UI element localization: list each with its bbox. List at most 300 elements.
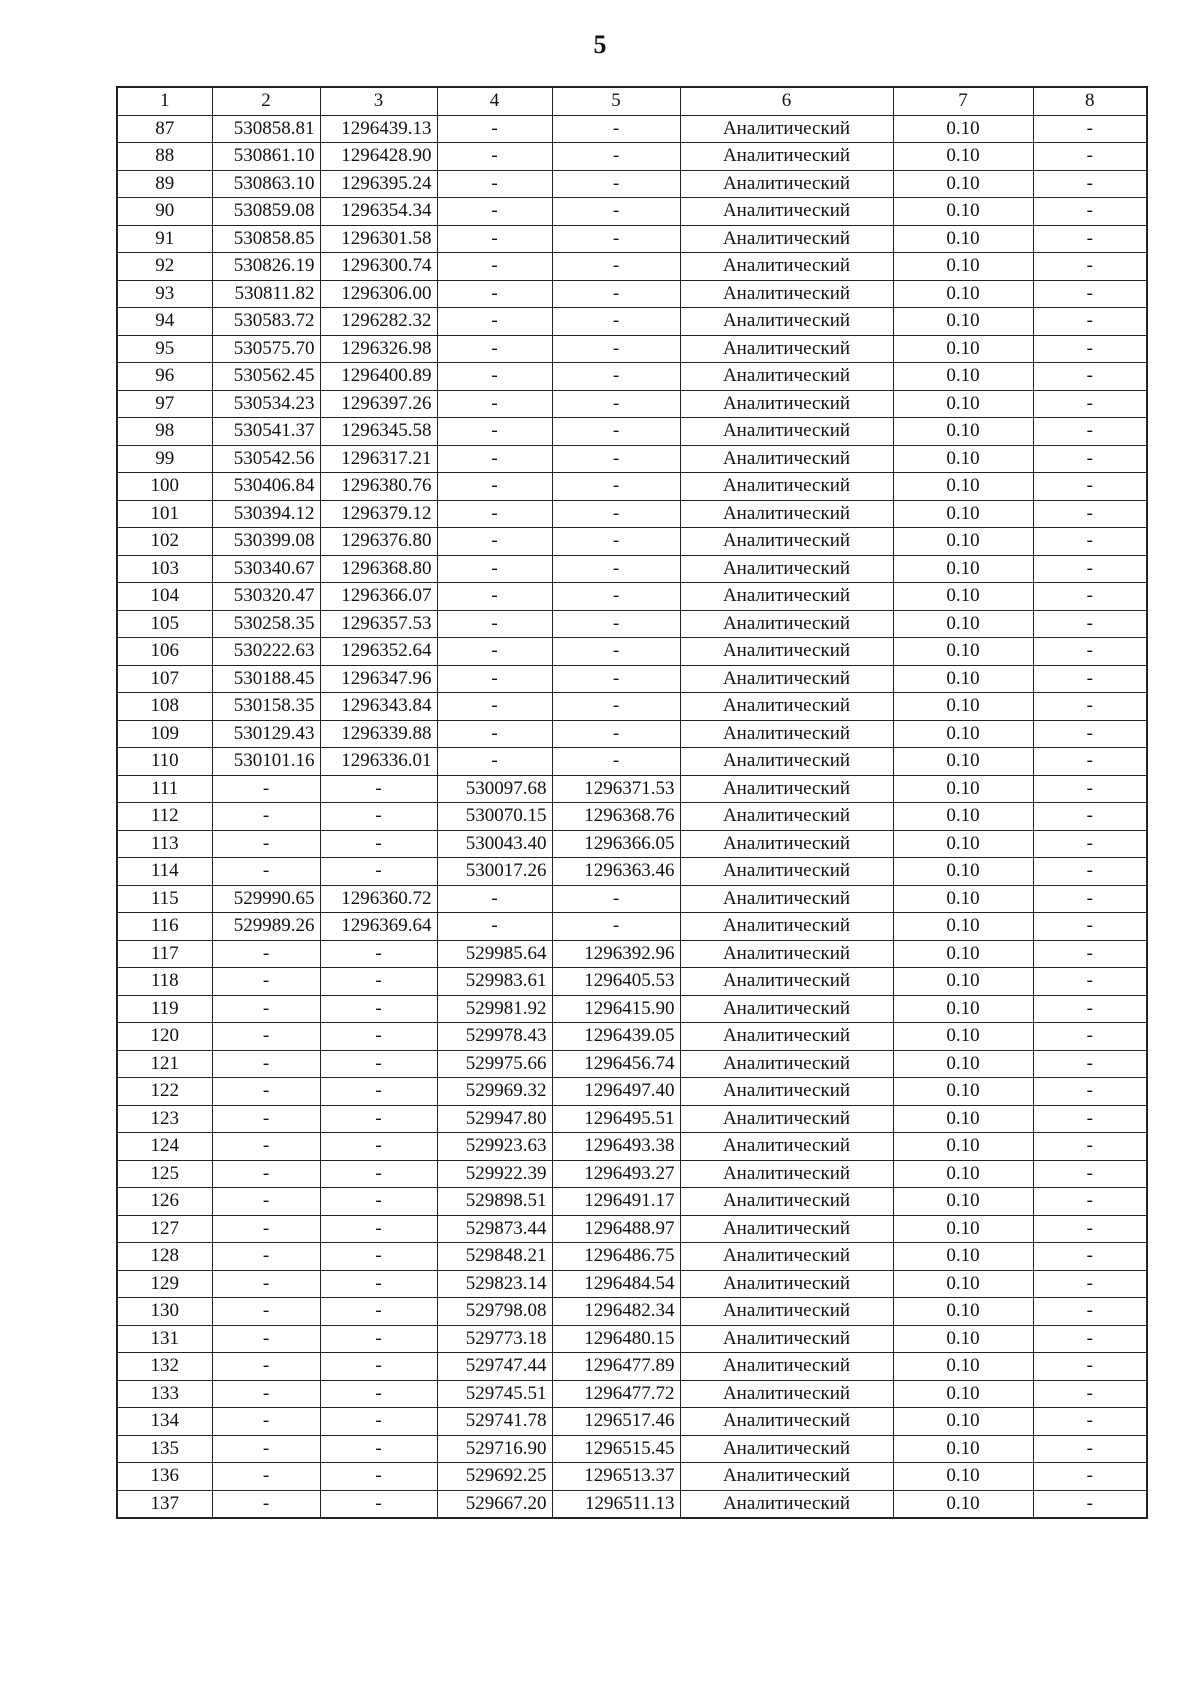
method-cell: Аналитический [680, 1078, 893, 1106]
y-coordinate-cell: 1296368.80 [320, 555, 437, 583]
y-coordinate-alt-cell: - [552, 748, 680, 776]
x-coordinate-alt-cell: - [437, 500, 552, 528]
y-coordinate-alt-cell: - [552, 583, 680, 611]
x-coordinate-cell: 530258.35 [212, 610, 320, 638]
y-coordinate-cell: 1296354.34 [320, 198, 437, 226]
x-coordinate-alt-cell: - [437, 390, 552, 418]
y-coordinate-cell: - [320, 1353, 437, 1381]
x-coordinate-cell: 529990.65 [212, 885, 320, 913]
y-coordinate-alt-cell: - [552, 665, 680, 693]
method-cell: Аналитический [680, 280, 893, 308]
y-coordinate-alt-cell: 1296493.38 [552, 1133, 680, 1161]
x-coordinate-cell: - [212, 1353, 320, 1381]
x-coordinate-cell: - [212, 803, 320, 831]
point-number-cell: 102 [117, 528, 212, 556]
accuracy-cell: 0.10 [893, 445, 1033, 473]
accuracy-cell: 0.10 [893, 225, 1033, 253]
point-number-cell: 115 [117, 885, 212, 913]
x-coordinate-alt-cell: 530017.26 [437, 858, 552, 886]
x-coordinate-cell: - [212, 1325, 320, 1353]
y-coordinate-cell: 1296428.90 [320, 143, 437, 171]
x-coordinate-alt-cell: - [437, 335, 552, 363]
note-cell: - [1033, 1105, 1147, 1133]
y-coordinate-alt-cell: - [552, 473, 680, 501]
method-cell: Аналитический [680, 748, 893, 776]
y-coordinate-cell: - [320, 1270, 437, 1298]
y-coordinate-alt-cell: 1296488.97 [552, 1215, 680, 1243]
y-coordinate-alt-cell: - [552, 693, 680, 721]
table-row [117, 500, 1147, 528]
table-row [117, 1105, 1147, 1133]
accuracy-cell: 0.10 [893, 1325, 1033, 1353]
accuracy-cell: 0.10 [893, 198, 1033, 226]
x-coordinate-cell: - [212, 1298, 320, 1326]
y-coordinate-alt-cell: 1296491.17 [552, 1188, 680, 1216]
point-number-cell: 117 [117, 940, 212, 968]
accuracy-cell: 0.10 [893, 638, 1033, 666]
method-cell: Аналитический [680, 1215, 893, 1243]
y-coordinate-alt-cell: - [552, 308, 680, 336]
accuracy-cell: 0.10 [893, 748, 1033, 776]
accuracy-cell: 0.10 [893, 1353, 1033, 1381]
point-number-cell: 128 [117, 1243, 212, 1271]
x-coordinate-cell: - [212, 1133, 320, 1161]
y-coordinate-cell: - [320, 1243, 437, 1271]
note-cell: - [1033, 748, 1147, 776]
accuracy-cell: 0.10 [893, 1188, 1033, 1216]
x-coordinate-cell: 530811.82 [212, 280, 320, 308]
point-number-cell: 94 [117, 308, 212, 336]
method-cell: Аналитический [680, 1105, 893, 1133]
y-coordinate-cell: 1296301.58 [320, 225, 437, 253]
y-coordinate-cell: - [320, 1105, 437, 1133]
y-coordinate-cell: - [320, 1188, 437, 1216]
note-cell: - [1033, 1490, 1147, 1518]
x-coordinate-alt-cell: - [437, 445, 552, 473]
x-coordinate-alt-cell: - [437, 143, 552, 171]
table-row [117, 363, 1147, 391]
method-cell: Аналитический [680, 170, 893, 198]
y-coordinate-cell: 1296343.84 [320, 693, 437, 721]
y-coordinate-cell: - [320, 1380, 437, 1408]
table-row [117, 143, 1147, 171]
x-coordinate-alt-cell: 529667.20 [437, 1490, 552, 1518]
note-cell: - [1033, 720, 1147, 748]
note-cell: - [1033, 1160, 1147, 1188]
table-row [117, 1298, 1147, 1326]
point-number-cell: 111 [117, 775, 212, 803]
note-cell: - [1033, 858, 1147, 886]
note-cell: - [1033, 1215, 1147, 1243]
y-coordinate-cell: - [320, 1050, 437, 1078]
table-row [117, 720, 1147, 748]
x-coordinate-cell: 530340.67 [212, 555, 320, 583]
x-coordinate-cell: - [212, 775, 320, 803]
accuracy-cell: 0.10 [893, 1380, 1033, 1408]
method-cell: Аналитический [680, 335, 893, 363]
y-coordinate-alt-cell: - [552, 280, 680, 308]
x-coordinate-cell: 530394.12 [212, 500, 320, 528]
x-coordinate-alt-cell: - [437, 253, 552, 281]
y-coordinate-alt-cell: - [552, 253, 680, 281]
x-coordinate-alt-cell: 529745.51 [437, 1380, 552, 1408]
y-coordinate-alt-cell: - [552, 335, 680, 363]
x-coordinate-alt-cell: 529716.90 [437, 1435, 552, 1463]
table-row [117, 583, 1147, 611]
point-number-cell: 87 [117, 115, 212, 143]
point-number-cell: 114 [117, 858, 212, 886]
x-coordinate-alt-cell: - [437, 225, 552, 253]
x-coordinate-cell: - [212, 1078, 320, 1106]
method-cell: Аналитический [680, 1490, 893, 1518]
accuracy-cell: 0.10 [893, 775, 1033, 803]
y-coordinate-cell: - [320, 1023, 437, 1051]
note-cell: - [1033, 1325, 1147, 1353]
method-cell: Аналитический [680, 830, 893, 858]
point-number-cell: 101 [117, 500, 212, 528]
point-number-cell: 136 [117, 1463, 212, 1491]
method-cell: Аналитический [680, 1380, 893, 1408]
table-row [117, 418, 1147, 446]
point-number-cell: 106 [117, 638, 212, 666]
x-coordinate-alt-cell: - [437, 638, 552, 666]
point-number-cell: 88 [117, 143, 212, 171]
x-coordinate-alt-cell: - [437, 363, 552, 391]
y-coordinate-cell: 1296439.13 [320, 115, 437, 143]
x-coordinate-cell: 530826.19 [212, 253, 320, 281]
point-number-cell: 119 [117, 995, 212, 1023]
note-cell: - [1033, 390, 1147, 418]
y-coordinate-alt-cell: 1296415.90 [552, 995, 680, 1023]
y-coordinate-cell: 1296376.80 [320, 528, 437, 556]
accuracy-cell: 0.10 [893, 913, 1033, 941]
y-coordinate-cell: - [320, 1490, 437, 1518]
table-row [117, 748, 1147, 776]
point-number-cell: 107 [117, 665, 212, 693]
table-row [117, 968, 1147, 996]
table-row [117, 610, 1147, 638]
x-coordinate-alt-cell: 529978.43 [437, 1023, 552, 1051]
accuracy-cell: 0.10 [893, 363, 1033, 391]
table-row [117, 913, 1147, 941]
x-coordinate-cell: 530101.16 [212, 748, 320, 776]
accuracy-cell: 0.10 [893, 1463, 1033, 1491]
x-coordinate-alt-cell: - [437, 720, 552, 748]
x-coordinate-alt-cell: - [437, 693, 552, 721]
x-coordinate-alt-cell: 529773.18 [437, 1325, 552, 1353]
x-coordinate-alt-cell: 529985.64 [437, 940, 552, 968]
y-coordinate-cell: - [320, 940, 437, 968]
y-coordinate-cell: - [320, 1325, 437, 1353]
table-row [117, 1078, 1147, 1106]
y-coordinate-alt-cell: - [552, 418, 680, 446]
point-number-cell: 108 [117, 693, 212, 721]
method-cell: Аналитический [680, 720, 893, 748]
point-number-cell: 126 [117, 1188, 212, 1216]
table-row [117, 693, 1147, 721]
table-row [117, 1408, 1147, 1436]
y-coordinate-cell: 1296380.76 [320, 473, 437, 501]
y-coordinate-cell: - [320, 968, 437, 996]
y-coordinate-alt-cell: - [552, 913, 680, 941]
x-coordinate-cell: 530562.45 [212, 363, 320, 391]
point-number-cell: 125 [117, 1160, 212, 1188]
point-number-cell: 112 [117, 803, 212, 831]
column-header: 4 [437, 87, 552, 115]
x-coordinate-cell: - [212, 1215, 320, 1243]
x-coordinate-cell: - [212, 830, 320, 858]
accuracy-cell: 0.10 [893, 583, 1033, 611]
x-coordinate-cell: 530542.56 [212, 445, 320, 473]
x-coordinate-alt-cell: - [437, 198, 552, 226]
x-coordinate-alt-cell: 529798.08 [437, 1298, 552, 1326]
note-cell: - [1033, 995, 1147, 1023]
note-cell: - [1033, 445, 1147, 473]
point-number-cell: 105 [117, 610, 212, 638]
column-header: 8 [1033, 87, 1147, 115]
x-coordinate-cell: - [212, 1160, 320, 1188]
accuracy-cell: 0.10 [893, 308, 1033, 336]
y-coordinate-cell: - [320, 830, 437, 858]
y-coordinate-cell: - [320, 803, 437, 831]
table-row [117, 858, 1147, 886]
point-number-cell: 123 [117, 1105, 212, 1133]
accuracy-cell: 0.10 [893, 500, 1033, 528]
y-coordinate-alt-cell: - [552, 610, 680, 638]
y-coordinate-cell: 1296347.96 [320, 665, 437, 693]
y-coordinate-alt-cell: 1296517.46 [552, 1408, 680, 1436]
table-row [117, 115, 1147, 143]
y-coordinate-alt-cell: 1296480.15 [552, 1325, 680, 1353]
column-header: 3 [320, 87, 437, 115]
method-cell: Аналитический [680, 665, 893, 693]
x-coordinate-alt-cell: - [437, 170, 552, 198]
x-coordinate-cell: 530188.45 [212, 665, 320, 693]
point-number-cell: 104 [117, 583, 212, 611]
note-cell: - [1033, 638, 1147, 666]
note-cell: - [1033, 363, 1147, 391]
x-coordinate-cell: - [212, 1463, 320, 1491]
note-cell: - [1033, 418, 1147, 446]
x-coordinate-cell: - [212, 1050, 320, 1078]
method-cell: Аналитический [680, 1353, 893, 1381]
table-row [117, 1490, 1147, 1518]
point-number-cell: 98 [117, 418, 212, 446]
y-coordinate-cell: 1296395.24 [320, 170, 437, 198]
point-number-cell: 135 [117, 1435, 212, 1463]
method-cell: Аналитический [680, 803, 893, 831]
x-coordinate-alt-cell: 529969.32 [437, 1078, 552, 1106]
x-coordinate-alt-cell: - [437, 115, 552, 143]
x-coordinate-alt-cell: 529741.78 [437, 1408, 552, 1436]
accuracy-cell: 0.10 [893, 665, 1033, 693]
y-coordinate-cell: 1296317.21 [320, 445, 437, 473]
x-coordinate-cell: 530222.63 [212, 638, 320, 666]
method-cell: Аналитический [680, 913, 893, 941]
table-row [117, 1380, 1147, 1408]
method-cell: Аналитический [680, 225, 893, 253]
method-cell: Аналитический [680, 995, 893, 1023]
x-coordinate-cell: - [212, 1490, 320, 1518]
note-cell: - [1033, 940, 1147, 968]
y-coordinate-alt-cell: - [552, 115, 680, 143]
accuracy-cell: 0.10 [893, 170, 1033, 198]
method-cell: Аналитический [680, 583, 893, 611]
x-coordinate-cell: 530406.84 [212, 473, 320, 501]
accuracy-cell: 0.10 [893, 1105, 1033, 1133]
accuracy-cell: 0.10 [893, 885, 1033, 913]
point-number-cell: 129 [117, 1270, 212, 1298]
table-row [117, 803, 1147, 831]
point-number-cell: 97 [117, 390, 212, 418]
y-coordinate-alt-cell: - [552, 500, 680, 528]
accuracy-cell: 0.10 [893, 858, 1033, 886]
accuracy-cell: 0.10 [893, 1243, 1033, 1271]
column-header: 2 [212, 87, 320, 115]
point-number-cell: 130 [117, 1298, 212, 1326]
y-coordinate-alt-cell: 1296371.53 [552, 775, 680, 803]
table-row [117, 308, 1147, 336]
column-header: 5 [552, 87, 680, 115]
table-row [117, 1325, 1147, 1353]
y-coordinate-alt-cell: - [552, 885, 680, 913]
y-coordinate-cell: - [320, 1215, 437, 1243]
note-cell: - [1033, 913, 1147, 941]
x-coordinate-cell: 530858.85 [212, 225, 320, 253]
y-coordinate-cell: 1296345.58 [320, 418, 437, 446]
accuracy-cell: 0.10 [893, 335, 1033, 363]
method-cell: Аналитический [680, 555, 893, 583]
note-cell: - [1033, 528, 1147, 556]
point-number-cell: 131 [117, 1325, 212, 1353]
x-coordinate-alt-cell: - [437, 665, 552, 693]
method-cell: Аналитический [680, 115, 893, 143]
y-coordinate-cell: - [320, 1463, 437, 1491]
x-coordinate-alt-cell: - [437, 280, 552, 308]
y-coordinate-alt-cell: - [552, 170, 680, 198]
note-cell: - [1033, 665, 1147, 693]
point-number-cell: 109 [117, 720, 212, 748]
y-coordinate-cell: 1296352.64 [320, 638, 437, 666]
x-coordinate-alt-cell: 530097.68 [437, 775, 552, 803]
method-cell: Аналитический [680, 693, 893, 721]
method-cell: Аналитический [680, 1188, 893, 1216]
table-row [117, 1463, 1147, 1491]
table-row [117, 665, 1147, 693]
x-coordinate-alt-cell: 529922.39 [437, 1160, 552, 1188]
method-cell: Аналитический [680, 1243, 893, 1271]
point-number-cell: 100 [117, 473, 212, 501]
table-row [117, 1270, 1147, 1298]
method-cell: Аналитический [680, 858, 893, 886]
accuracy-cell: 0.10 [893, 610, 1033, 638]
note-cell: - [1033, 693, 1147, 721]
method-cell: Аналитический [680, 253, 893, 281]
point-number-cell: 137 [117, 1490, 212, 1518]
x-coordinate-cell: 530158.35 [212, 693, 320, 721]
note-cell: - [1033, 1270, 1147, 1298]
accuracy-cell: 0.10 [893, 693, 1033, 721]
y-coordinate-alt-cell: 1296513.37 [552, 1463, 680, 1491]
x-coordinate-alt-cell: 530070.15 [437, 803, 552, 831]
y-coordinate-cell: 1296357.53 [320, 610, 437, 638]
method-cell: Аналитический [680, 940, 893, 968]
y-coordinate-cell: 1296379.12 [320, 500, 437, 528]
x-coordinate-alt-cell: - [437, 913, 552, 941]
x-coordinate-alt-cell: 529947.80 [437, 1105, 552, 1133]
y-coordinate-alt-cell: 1296392.96 [552, 940, 680, 968]
point-number-cell: 134 [117, 1408, 212, 1436]
point-number-cell: 116 [117, 913, 212, 941]
x-coordinate-alt-cell: - [437, 473, 552, 501]
note-cell: - [1033, 500, 1147, 528]
note-cell: - [1033, 1243, 1147, 1271]
accuracy-cell: 0.10 [893, 390, 1033, 418]
table-row [117, 170, 1147, 198]
x-coordinate-alt-cell: 529692.25 [437, 1463, 552, 1491]
method-cell: Аналитический [680, 638, 893, 666]
note-cell: - [1033, 1133, 1147, 1161]
note-cell: - [1033, 1353, 1147, 1381]
x-coordinate-alt-cell: - [437, 748, 552, 776]
table-row [117, 995, 1147, 1023]
method-cell: Аналитический [680, 1133, 893, 1161]
point-number-cell: 90 [117, 198, 212, 226]
column-header: 7 [893, 87, 1033, 115]
point-number-cell: 92 [117, 253, 212, 281]
y-coordinate-alt-cell: - [552, 198, 680, 226]
method-cell: Аналитический [680, 500, 893, 528]
table-row [117, 775, 1147, 803]
accuracy-cell: 0.10 [893, 1408, 1033, 1436]
y-coordinate-cell: - [320, 1435, 437, 1463]
method-cell: Аналитический [680, 390, 893, 418]
method-cell: Аналитический [680, 473, 893, 501]
x-coordinate-cell: 530320.47 [212, 583, 320, 611]
method-cell: Аналитический [680, 1270, 893, 1298]
accuracy-cell: 0.10 [893, 280, 1033, 308]
y-coordinate-alt-cell: - [552, 143, 680, 171]
point-number-cell: 132 [117, 1353, 212, 1381]
y-coordinate-cell: - [320, 775, 437, 803]
table-header-row [117, 87, 1147, 115]
point-number-cell: 124 [117, 1133, 212, 1161]
accuracy-cell: 0.10 [893, 1050, 1033, 1078]
x-coordinate-cell: - [212, 968, 320, 996]
y-coordinate-cell: 1296397.26 [320, 390, 437, 418]
point-number-cell: 122 [117, 1078, 212, 1106]
column-header: 6 [680, 87, 893, 115]
accuracy-cell: 0.10 [893, 1133, 1033, 1161]
method-cell: Аналитический [680, 528, 893, 556]
x-coordinate-alt-cell: 529975.66 [437, 1050, 552, 1078]
method-cell: Аналитический [680, 198, 893, 226]
y-coordinate-alt-cell: 1296456.74 [552, 1050, 680, 1078]
note-cell: - [1033, 308, 1147, 336]
x-coordinate-cell: - [212, 1408, 320, 1436]
x-coordinate-cell: 530583.72 [212, 308, 320, 336]
method-cell: Аналитический [680, 885, 893, 913]
x-coordinate-alt-cell: 530043.40 [437, 830, 552, 858]
x-coordinate-alt-cell: 529923.63 [437, 1133, 552, 1161]
note-cell: - [1033, 775, 1147, 803]
x-coordinate-alt-cell: - [437, 418, 552, 446]
point-number-cell: 91 [117, 225, 212, 253]
note-cell: - [1033, 830, 1147, 858]
x-coordinate-alt-cell: 529898.51 [437, 1188, 552, 1216]
point-number-cell: 95 [117, 335, 212, 363]
note-cell: - [1033, 968, 1147, 996]
